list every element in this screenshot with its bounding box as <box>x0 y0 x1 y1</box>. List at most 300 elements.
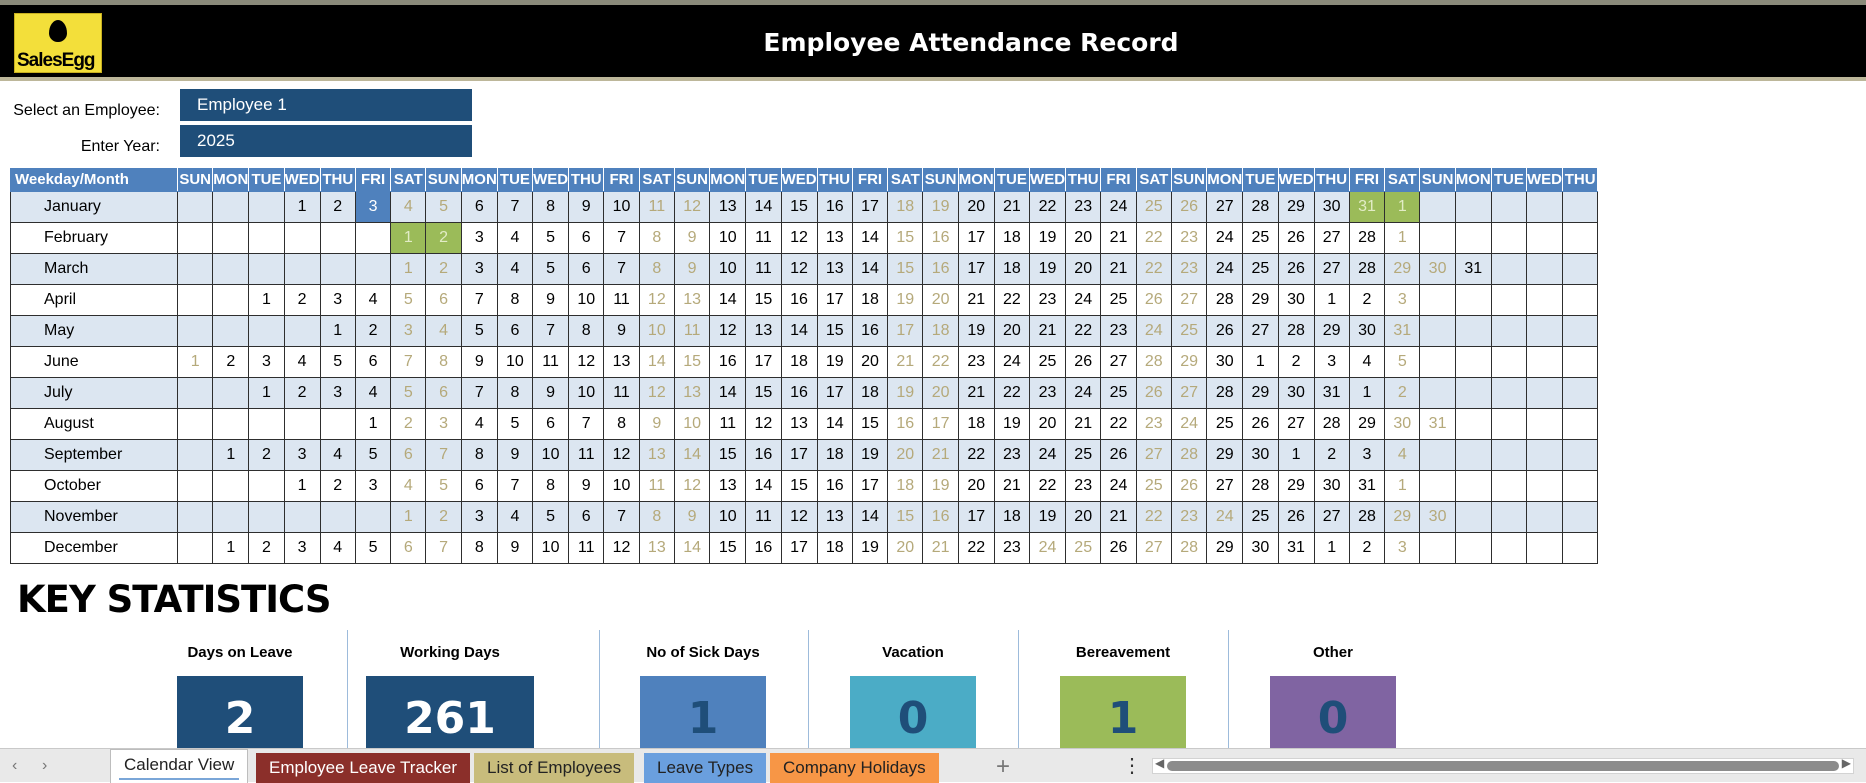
day-cell[interactable]: 6 <box>461 192 497 223</box>
day-cell[interactable]: 29 <box>1385 502 1420 533</box>
empty-day-cell[interactable] <box>1527 254 1563 285</box>
day-cell[interactable]: 16 <box>923 223 958 254</box>
day-cell[interactable]: 4 <box>320 440 355 471</box>
day-cell[interactable]: 31 <box>1349 192 1384 223</box>
sheet-tab[interactable]: Calendar View <box>110 749 248 783</box>
day-cell[interactable]: 1 <box>320 316 355 347</box>
day-cell[interactable]: 28 <box>1349 223 1384 254</box>
day-cell[interactable]: 21 <box>923 440 958 471</box>
empty-day-cell[interactable] <box>249 254 284 285</box>
empty-day-cell[interactable] <box>1455 502 1491 533</box>
empty-day-cell[interactable] <box>320 502 355 533</box>
day-cell[interactable]: 23 <box>1066 471 1101 502</box>
day-cell[interactable]: 3 <box>461 502 497 533</box>
day-cell[interactable]: 15 <box>888 223 923 254</box>
empty-day-cell[interactable] <box>1527 347 1563 378</box>
day-cell[interactable]: 29 <box>1314 316 1349 347</box>
day-cell[interactable]: 11 <box>674 316 709 347</box>
day-cell[interactable]: 8 <box>497 285 532 316</box>
empty-day-cell[interactable] <box>1420 285 1455 316</box>
day-cell[interactable]: 27 <box>1278 409 1314 440</box>
day-cell[interactable]: 4 <box>426 316 461 347</box>
day-cell[interactable]: 28 <box>1314 409 1349 440</box>
day-cell[interactable]: 13 <box>817 223 852 254</box>
day-cell[interactable]: 5 <box>426 471 461 502</box>
day-cell[interactable]: 11 <box>604 378 639 409</box>
day-cell[interactable]: 7 <box>426 533 461 564</box>
day-cell[interactable]: 27 <box>1314 254 1349 285</box>
day-cell[interactable]: 2 <box>320 471 355 502</box>
day-cell[interactable]: 29 <box>1278 192 1314 223</box>
day-cell[interactable]: 29 <box>1349 409 1384 440</box>
day-cell[interactable]: 25 <box>1171 316 1206 347</box>
day-cell[interactable]: 4 <box>497 502 532 533</box>
day-cell[interactable]: 30 <box>1243 533 1278 564</box>
day-cell[interactable]: 4 <box>320 533 355 564</box>
day-cell[interactable]: 8 <box>639 223 674 254</box>
day-cell[interactable]: 14 <box>639 347 674 378</box>
day-cell[interactable]: 3 <box>355 192 390 223</box>
day-cell[interactable]: 2 <box>426 502 461 533</box>
empty-day-cell[interactable] <box>213 223 249 254</box>
day-cell[interactable]: 23 <box>1101 316 1136 347</box>
day-cell[interactable]: 25 <box>1101 285 1136 316</box>
day-cell[interactable]: 9 <box>674 254 709 285</box>
day-cell[interactable]: 7 <box>391 347 426 378</box>
day-cell[interactable]: 30 <box>1349 316 1384 347</box>
day-cell[interactable]: 4 <box>284 347 320 378</box>
empty-day-cell[interactable] <box>249 192 284 223</box>
empty-day-cell[interactable] <box>1527 502 1563 533</box>
day-cell[interactable]: 27 <box>1136 440 1171 471</box>
day-cell[interactable]: 14 <box>852 254 887 285</box>
day-cell[interactable]: 27 <box>1207 471 1243 502</box>
day-cell[interactable]: 9 <box>639 409 674 440</box>
day-cell[interactable]: 17 <box>958 223 994 254</box>
day-cell[interactable]: 19 <box>888 378 923 409</box>
day-cell[interactable]: 1 <box>284 192 320 223</box>
day-cell[interactable]: 10 <box>674 409 709 440</box>
empty-day-cell[interactable] <box>1420 316 1455 347</box>
day-cell[interactable]: 23 <box>1171 254 1206 285</box>
day-cell[interactable]: 22 <box>958 533 994 564</box>
day-cell[interactable]: 14 <box>781 316 817 347</box>
empty-day-cell[interactable] <box>320 223 355 254</box>
day-cell[interactable]: 3 <box>1385 533 1420 564</box>
day-cell[interactable]: 19 <box>994 409 1029 440</box>
day-cell[interactable]: 29 <box>1171 347 1206 378</box>
empty-day-cell[interactable] <box>284 502 320 533</box>
empty-day-cell[interactable] <box>249 471 284 502</box>
day-cell[interactable]: 8 <box>604 409 639 440</box>
day-cell[interactable]: 1 <box>391 502 426 533</box>
day-cell[interactable]: 4 <box>1385 440 1420 471</box>
day-cell[interactable]: 21 <box>1101 223 1136 254</box>
day-cell[interactable]: 17 <box>958 502 994 533</box>
day-cell[interactable]: 21 <box>958 378 994 409</box>
day-cell[interactable]: 11 <box>710 409 746 440</box>
day-cell[interactable]: 22 <box>1066 316 1101 347</box>
day-cell[interactable]: 7 <box>497 192 532 223</box>
day-cell[interactable]: 29 <box>1385 254 1420 285</box>
day-cell[interactable]: 29 <box>1207 533 1243 564</box>
day-cell[interactable]: 28 <box>1207 378 1243 409</box>
day-cell[interactable]: 19 <box>817 347 852 378</box>
day-cell[interactable]: 27 <box>1314 502 1349 533</box>
day-cell[interactable]: 28 <box>1136 347 1171 378</box>
day-cell[interactable]: 22 <box>1030 471 1066 502</box>
day-cell[interactable]: 21 <box>888 347 923 378</box>
day-cell[interactable]: 16 <box>852 316 887 347</box>
day-cell[interactable]: 5 <box>355 440 390 471</box>
empty-day-cell[interactable] <box>1527 285 1563 316</box>
empty-day-cell[interactable] <box>178 316 213 347</box>
empty-day-cell[interactable] <box>1563 533 1598 564</box>
empty-day-cell[interactable] <box>1491 440 1526 471</box>
day-cell[interactable]: 13 <box>674 378 709 409</box>
day-cell[interactable]: 13 <box>710 471 746 502</box>
day-cell[interactable]: 10 <box>569 285 604 316</box>
empty-day-cell[interactable] <box>178 533 213 564</box>
day-cell[interactable]: 22 <box>1136 254 1171 285</box>
day-cell[interactable]: 21 <box>923 533 958 564</box>
day-cell[interactable]: 18 <box>923 316 958 347</box>
day-cell[interactable]: 13 <box>639 440 674 471</box>
day-cell[interactable]: 18 <box>958 409 994 440</box>
day-cell[interactable]: 18 <box>817 440 852 471</box>
day-cell[interactable]: 30 <box>1243 440 1278 471</box>
day-cell[interactable]: 23 <box>1171 502 1206 533</box>
empty-day-cell[interactable] <box>284 254 320 285</box>
empty-day-cell[interactable] <box>1455 285 1491 316</box>
day-cell[interactable]: 12 <box>781 502 817 533</box>
day-cell[interactable]: 20 <box>1066 254 1101 285</box>
day-cell[interactable]: 22 <box>958 440 994 471</box>
day-cell[interactable]: 6 <box>569 502 604 533</box>
day-cell[interactable]: 26 <box>1243 409 1278 440</box>
empty-day-cell[interactable] <box>178 502 213 533</box>
day-cell[interactable]: 18 <box>994 254 1029 285</box>
day-cell[interactable]: 14 <box>710 285 746 316</box>
day-cell[interactable]: 15 <box>781 192 817 223</box>
day-cell[interactable]: 31 <box>1455 254 1491 285</box>
day-cell[interactable]: 23 <box>994 440 1029 471</box>
more-options-icon[interactable]: ⋮ <box>1122 755 1142 777</box>
day-cell[interactable]: 20 <box>1030 409 1066 440</box>
day-cell[interactable]: 16 <box>923 254 958 285</box>
day-cell[interactable]: 1 <box>213 533 249 564</box>
day-cell[interactable]: 8 <box>569 316 604 347</box>
day-cell[interactable]: 15 <box>674 347 709 378</box>
day-cell[interactable]: 17 <box>746 347 781 378</box>
empty-day-cell[interactable] <box>178 409 213 440</box>
day-cell[interactable]: 19 <box>852 533 887 564</box>
day-cell[interactable]: 3 <box>461 254 497 285</box>
day-cell[interactable]: 21 <box>994 192 1029 223</box>
day-cell[interactable]: 26 <box>1171 471 1206 502</box>
empty-day-cell[interactable] <box>1455 533 1491 564</box>
day-cell[interactable]: 9 <box>569 192 604 223</box>
day-cell[interactable]: 11 <box>746 502 781 533</box>
empty-day-cell[interactable] <box>1420 471 1455 502</box>
day-cell[interactable]: 7 <box>604 223 639 254</box>
day-cell[interactable]: 4 <box>461 409 497 440</box>
day-cell[interactable]: 12 <box>781 223 817 254</box>
day-cell[interactable]: 3 <box>284 533 320 564</box>
empty-day-cell[interactable] <box>1491 192 1526 223</box>
day-cell[interactable]: 12 <box>674 471 709 502</box>
day-cell[interactable]: 7 <box>461 285 497 316</box>
day-cell[interactable]: 18 <box>888 471 923 502</box>
day-cell[interactable]: 20 <box>923 378 958 409</box>
day-cell[interactable]: 15 <box>781 471 817 502</box>
day-cell[interactable]: 10 <box>533 440 569 471</box>
day-cell[interactable]: 3 <box>320 378 355 409</box>
empty-day-cell[interactable] <box>213 502 249 533</box>
day-cell[interactable]: 24 <box>1101 471 1136 502</box>
day-cell[interactable]: 25 <box>1243 502 1278 533</box>
day-cell[interactable]: 11 <box>533 347 569 378</box>
employee-select[interactable]: Employee 1 <box>180 89 472 121</box>
day-cell[interactable]: 12 <box>604 533 639 564</box>
empty-day-cell[interactable] <box>1527 378 1563 409</box>
day-cell[interactable]: 1 <box>1314 533 1349 564</box>
day-cell[interactable]: 5 <box>355 533 390 564</box>
day-cell[interactable]: 2 <box>213 347 249 378</box>
day-cell[interactable]: 5 <box>461 316 497 347</box>
empty-day-cell[interactable] <box>284 223 320 254</box>
day-cell[interactable]: 22 <box>1136 223 1171 254</box>
sheet-tab[interactable]: Company Holidays <box>770 753 939 783</box>
empty-day-cell[interactable] <box>1420 347 1455 378</box>
day-cell[interactable]: 2 <box>1385 378 1420 409</box>
day-cell[interactable]: 2 <box>284 378 320 409</box>
empty-day-cell[interactable] <box>1455 409 1491 440</box>
day-cell[interactable]: 26 <box>1136 285 1171 316</box>
empty-day-cell[interactable] <box>1563 502 1598 533</box>
day-cell[interactable]: 28 <box>1349 502 1384 533</box>
day-cell[interactable]: 4 <box>355 378 390 409</box>
day-cell[interactable]: 27 <box>1314 223 1349 254</box>
empty-day-cell[interactable] <box>1420 223 1455 254</box>
day-cell[interactable]: 20 <box>958 471 994 502</box>
day-cell[interactable]: 5 <box>1385 347 1420 378</box>
day-cell[interactable]: 17 <box>781 533 817 564</box>
day-cell[interactable]: 17 <box>852 471 887 502</box>
day-cell[interactable]: 11 <box>746 254 781 285</box>
day-cell[interactable]: 10 <box>569 378 604 409</box>
next-sheet-icon[interactable]: › <box>42 757 48 774</box>
day-cell[interactable]: 24 <box>1066 285 1101 316</box>
day-cell[interactable]: 3 <box>284 440 320 471</box>
day-cell[interactable]: 1 <box>1385 192 1420 223</box>
day-cell[interactable]: 5 <box>497 409 532 440</box>
day-cell[interactable]: 9 <box>533 378 569 409</box>
empty-day-cell[interactable] <box>1491 254 1526 285</box>
day-cell[interactable]: 2 <box>320 192 355 223</box>
day-cell[interactable]: 29 <box>1207 440 1243 471</box>
day-cell[interactable]: 3 <box>1385 285 1420 316</box>
day-cell[interactable]: 12 <box>746 409 781 440</box>
day-cell[interactable]: 18 <box>817 533 852 564</box>
day-cell[interactable]: 3 <box>1349 440 1384 471</box>
day-cell[interactable]: 15 <box>710 533 746 564</box>
day-cell[interactable]: 4 <box>355 285 390 316</box>
empty-day-cell[interactable] <box>178 440 213 471</box>
day-cell[interactable]: 1 <box>1278 440 1314 471</box>
day-cell[interactable]: 6 <box>533 409 569 440</box>
day-cell[interactable]: 1 <box>1349 378 1384 409</box>
day-cell[interactable]: 25 <box>1066 440 1101 471</box>
day-cell[interactable]: 20 <box>1066 223 1101 254</box>
day-cell[interactable]: 22 <box>1030 192 1066 223</box>
day-cell[interactable]: 17 <box>852 192 887 223</box>
day-cell[interactable]: 6 <box>391 533 426 564</box>
day-cell[interactable]: 5 <box>533 223 569 254</box>
day-cell[interactable]: 16 <box>781 285 817 316</box>
empty-day-cell[interactable] <box>1455 440 1491 471</box>
day-cell[interactable]: 30 <box>1314 471 1349 502</box>
day-cell[interactable]: 10 <box>497 347 532 378</box>
scroll-left-icon[interactable]: ◀ <box>1155 756 1165 770</box>
day-cell[interactable]: 13 <box>710 192 746 223</box>
empty-day-cell[interactable] <box>213 285 249 316</box>
day-cell[interactable]: 4 <box>391 471 426 502</box>
day-cell[interactable]: 5 <box>320 347 355 378</box>
day-cell[interactable]: 31 <box>1278 533 1314 564</box>
day-cell[interactable]: 2 <box>1349 533 1384 564</box>
day-cell[interactable]: 21 <box>1101 254 1136 285</box>
day-cell[interactable]: 26 <box>1278 502 1314 533</box>
day-cell[interactable]: 9 <box>533 285 569 316</box>
day-cell[interactable]: 27 <box>1171 378 1206 409</box>
empty-day-cell[interactable] <box>1527 440 1563 471</box>
empty-day-cell[interactable] <box>1563 223 1598 254</box>
day-cell[interactable]: 6 <box>569 223 604 254</box>
day-cell[interactable]: 1 <box>284 471 320 502</box>
day-cell[interactable]: 12 <box>569 347 604 378</box>
empty-day-cell[interactable] <box>1491 347 1526 378</box>
empty-day-cell[interactable] <box>1527 223 1563 254</box>
day-cell[interactable]: 27 <box>1243 316 1278 347</box>
day-cell[interactable]: 7 <box>604 254 639 285</box>
scroll-right-icon[interactable]: ▶ <box>1841 756 1851 770</box>
scrollbar-thumb[interactable] <box>1167 761 1839 771</box>
empty-day-cell[interactable] <box>284 316 320 347</box>
empty-day-cell[interactable] <box>1491 502 1526 533</box>
day-cell[interactable]: 24 <box>1066 378 1101 409</box>
day-cell[interactable]: 28 <box>1243 192 1278 223</box>
day-cell[interactable]: 15 <box>888 502 923 533</box>
empty-day-cell[interactable] <box>1563 378 1598 409</box>
day-cell[interactable]: 24 <box>1136 316 1171 347</box>
day-cell[interactable]: 23 <box>1030 378 1066 409</box>
day-cell[interactable]: 8 <box>639 254 674 285</box>
day-cell[interactable]: 13 <box>604 347 639 378</box>
day-cell[interactable]: 8 <box>461 533 497 564</box>
day-cell[interactable]: 30 <box>1420 254 1455 285</box>
day-cell[interactable]: 10 <box>604 471 639 502</box>
day-cell[interactable]: 9 <box>674 502 709 533</box>
empty-day-cell[interactable] <box>1527 316 1563 347</box>
day-cell[interactable]: 1 <box>355 409 390 440</box>
day-cell[interactable]: 22 <box>1136 502 1171 533</box>
day-cell[interactable]: 25 <box>1243 254 1278 285</box>
day-cell[interactable]: 23 <box>1066 192 1101 223</box>
empty-day-cell[interactable] <box>178 285 213 316</box>
day-cell[interactable]: 22 <box>994 285 1029 316</box>
day-cell[interactable]: 2 <box>249 440 284 471</box>
day-cell[interactable]: 30 <box>1207 347 1243 378</box>
day-cell[interactable]: 25 <box>1136 471 1171 502</box>
day-cell[interactable]: 29 <box>1243 378 1278 409</box>
day-cell[interactable]: 13 <box>639 533 674 564</box>
day-cell[interactable]: 30 <box>1314 192 1349 223</box>
day-cell[interactable]: 14 <box>852 502 887 533</box>
day-cell[interactable]: 20 <box>852 347 887 378</box>
empty-day-cell[interactable] <box>249 223 284 254</box>
empty-day-cell[interactable] <box>1455 347 1491 378</box>
day-cell[interactable]: 28 <box>1207 285 1243 316</box>
day-cell[interactable]: 30 <box>1278 285 1314 316</box>
day-cell[interactable]: 21 <box>958 285 994 316</box>
day-cell[interactable]: 25 <box>1101 378 1136 409</box>
day-cell[interactable]: 21 <box>1101 502 1136 533</box>
empty-day-cell[interactable] <box>1563 440 1598 471</box>
day-cell[interactable]: 2 <box>1349 285 1384 316</box>
day-cell[interactable]: 3 <box>1314 347 1349 378</box>
day-cell[interactable]: 28 <box>1171 533 1206 564</box>
day-cell[interactable]: 31 <box>1314 378 1349 409</box>
day-cell[interactable]: 2 <box>1314 440 1349 471</box>
day-cell[interactable]: 4 <box>1349 347 1384 378</box>
sheet-tab[interactable]: List of Employees <box>474 753 634 783</box>
day-cell[interactable]: 27 <box>1136 533 1171 564</box>
day-cell[interactable]: 7 <box>426 440 461 471</box>
empty-day-cell[interactable] <box>1491 533 1526 564</box>
day-cell[interactable]: 3 <box>355 471 390 502</box>
empty-day-cell[interactable] <box>1420 440 1455 471</box>
empty-day-cell[interactable] <box>1527 533 1563 564</box>
day-cell[interactable]: 20 <box>888 440 923 471</box>
day-cell[interactable]: 1 <box>1314 285 1349 316</box>
day-cell[interactable]: 21 <box>994 471 1029 502</box>
day-cell[interactable]: 19 <box>1030 223 1066 254</box>
empty-day-cell[interactable] <box>178 471 213 502</box>
empty-day-cell[interactable] <box>249 316 284 347</box>
day-cell[interactable]: 28 <box>1243 471 1278 502</box>
empty-day-cell[interactable] <box>1491 471 1526 502</box>
empty-day-cell[interactable] <box>178 223 213 254</box>
day-cell[interactable]: 13 <box>817 502 852 533</box>
day-cell[interactable]: 3 <box>426 409 461 440</box>
day-cell[interactable]: 2 <box>249 533 284 564</box>
empty-day-cell[interactable] <box>1563 192 1598 223</box>
day-cell[interactable]: 26 <box>1207 316 1243 347</box>
empty-day-cell[interactable] <box>1563 409 1598 440</box>
day-cell[interactable]: 19 <box>852 440 887 471</box>
day-cell[interactable]: 15 <box>710 440 746 471</box>
day-cell[interactable]: 1 <box>1243 347 1278 378</box>
day-cell[interactable]: 22 <box>1101 409 1136 440</box>
day-cell[interactable]: 16 <box>710 347 746 378</box>
day-cell[interactable]: 31 <box>1349 471 1384 502</box>
prev-sheet-icon[interactable]: ‹ <box>12 757 18 774</box>
day-cell[interactable]: 17 <box>923 409 958 440</box>
day-cell[interactable]: 1 <box>249 378 284 409</box>
day-cell[interactable]: 6 <box>426 378 461 409</box>
empty-day-cell[interactable] <box>178 192 213 223</box>
